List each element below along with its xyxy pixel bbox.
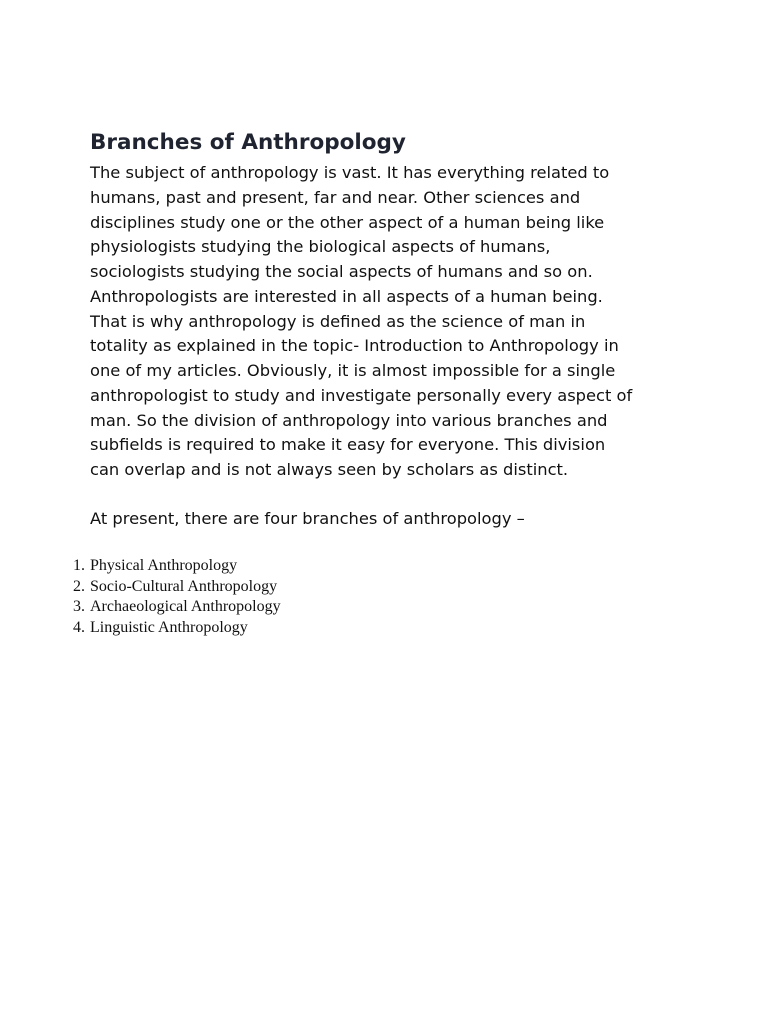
paragraph-line: subfields is required to make it easy for everyone. This division: [90, 435, 606, 455]
paragraph-line: sociologists studying the social aspects of humans and so on.: [90, 262, 593, 281]
list-item: [0, 597, 400, 618]
paragraph-line: man. So the division of anthropology into various branches and: [90, 410, 608, 430]
list-item-number: 1.: [73, 557, 85, 574]
paragraph-line: anthropologist to study and investigate personally every aspect of: [90, 385, 633, 405]
list-item: [0, 577, 400, 598]
list-item-number: 4.: [73, 618, 85, 636]
paragraph-line: totality as explained in the topic- Introduction to Anthropology in: [90, 336, 619, 356]
paragraph-line: one of my articles. Obviously, it is almost impossible for a single: [90, 361, 616, 380]
list-item-label: Physical Anthropology: [90, 557, 238, 574]
list-item-label: Linguistic Anthropology: [90, 618, 248, 636]
list-item: [0, 556, 400, 577]
article-title: Branches of Anthropology: [90, 130, 406, 155]
paragraph-line: The subject of anthropology is vast. It has everything related to: [90, 163, 610, 182]
list-item-label: Archaeological Anthropology: [90, 598, 281, 616]
article-body: [90, 127, 690, 532]
branches-list: [0, 556, 400, 638]
list-item-number: 3.: [73, 598, 85, 616]
list-item: [0, 618, 400, 639]
paragraph-line: physiologists studying the biological aspects of humans,: [90, 237, 551, 257]
paragraph-line: Anthropologists are interested in all aspects of a human being.: [90, 286, 603, 306]
intro-paragraph: [90, 161, 690, 483]
paragraph-line: humans, past and present, far and near. Other sciences and: [90, 187, 581, 207]
paragraph-line: disciplines study one or the other aspect of a human being like: [90, 212, 605, 232]
paragraph-line: That is why anthropology is defined as the science of man in: [90, 311, 586, 331]
list-intro-paragraph: At present, there are four branches of anthropology –: [90, 508, 525, 528]
list-item-label: Socio-Cultural Anthropology: [90, 577, 278, 595]
list-item-number: 2.: [73, 577, 85, 595]
paragraph-line: can overlap and is not always seen by scholars as distinct.: [90, 460, 569, 479]
